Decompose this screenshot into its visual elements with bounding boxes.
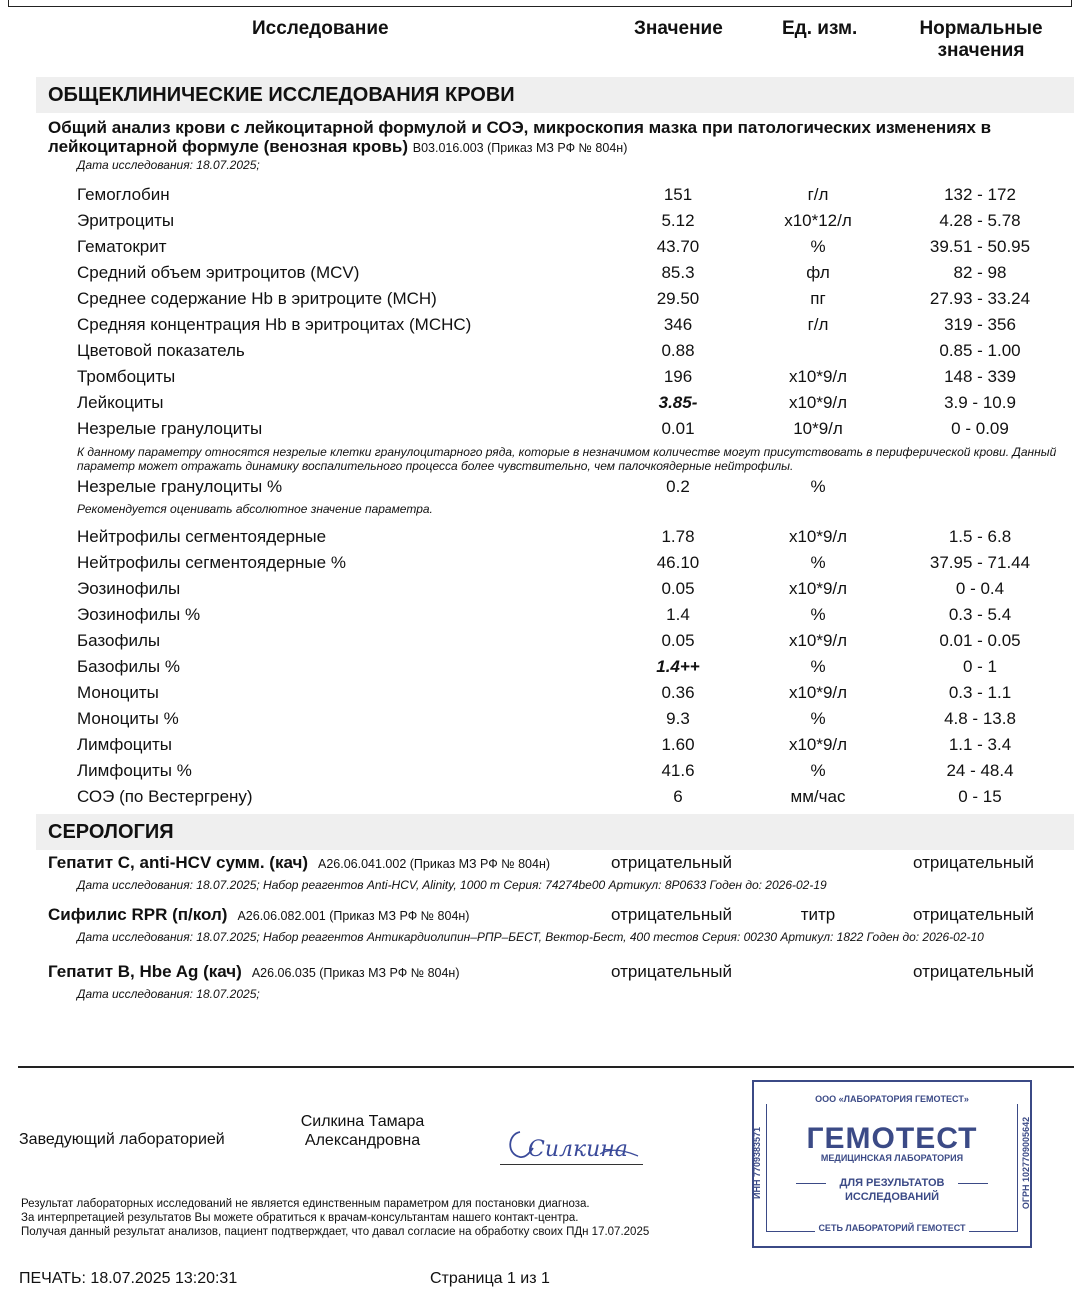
row-name: Эритроциты <box>77 211 175 230</box>
disclaimer-line-1: Результат лабораторных исследований не является единственным параметром для постановки диагноза. <box>21 1198 590 1210</box>
row-name: Эозинофилы <box>77 579 181 598</box>
table-row <box>0 263 1080 289</box>
row-unit: 10*9/л <box>793 419 843 438</box>
row-unit: x10*9/л <box>788 367 848 386</box>
lab-stamp <box>752 1080 1032 1248</box>
row-value: 1.60 <box>661 735 695 754</box>
table-row <box>0 289 1080 315</box>
note-immature-granulocytes: К данному параметру относятся незрелые клетки гранулоцитарного ряда, которые в незначимом количестве могут присутствовать в периферической крови. Данный параметр может отражать динамику воспалительного процесса более чувствительно, чем палочкоядерные нейтрофилы. <box>77 445 1057 473</box>
table-row <box>0 477 1080 503</box>
row-ref: 0.85 - 1.00 <box>939 341 1021 360</box>
row-value: 46.10 <box>656 553 700 572</box>
row-name: Лимфоциты % <box>77 761 192 780</box>
serology-test-code: A26.06.082.001 (Приказ МЗ РФ № 804н) <box>237 909 470 923</box>
row-ref: 0.3 - 5.4 <box>948 605 1012 624</box>
column-header-value: Значение <box>634 18 723 39</box>
row-value: 0.36 <box>661 683 695 702</box>
serology-test-code: A26.06.041.002 (Приказ МЗ РФ № 804н) <box>318 857 551 871</box>
serology-test-title <box>48 962 460 982</box>
row-value: 43.70 <box>656 237 700 256</box>
row-ref: 4.28 - 5.78 <box>939 211 1021 230</box>
table-row <box>0 657 1080 683</box>
serology-test-name: Сифилис RPR (п/кол) <box>48 905 228 924</box>
table-row <box>0 787 1080 813</box>
row-value: 1.4 <box>666 605 690 624</box>
row-value: 346 <box>663 315 693 334</box>
row-unit: фл <box>806 263 830 282</box>
signature-image <box>500 1112 645 1167</box>
row-unit: % <box>810 477 826 496</box>
row-unit: % <box>810 761 826 780</box>
serology-ref: отрицательный <box>913 853 1035 872</box>
row-ref: 0 - 0.09 <box>951 419 1009 438</box>
row-name: Среднее содержание Hb в эритроците (MCH) <box>77 289 437 308</box>
row-name: Моноциты % <box>77 709 179 728</box>
column-header-ref-line2: значения <box>937 40 1025 61</box>
stamp-inner-frame <box>766 1094 1018 1232</box>
row-name: Лейкоциты <box>77 393 164 412</box>
page-number: Страница 1 из 1 <box>430 1270 550 1287</box>
column-header-unit: Ед. изм. <box>782 18 858 39</box>
row-value: 0.88 <box>661 341 695 360</box>
row-name: Незрелые гранулоциты % <box>77 477 283 496</box>
print-timestamp: ПЕЧАТЬ: 18.07.2025 13:20:31 <box>19 1270 238 1287</box>
section-bar-serology <box>36 814 1074 850</box>
row-ref: 27.93 - 33.24 <box>929 289 1031 308</box>
row-unit: пг <box>810 289 826 308</box>
table-row <box>0 553 1080 579</box>
disclaimer-line-2: За интерпретацией результатов Вы можете обратиться к врачам-консультантам нашего контакт-центра. <box>21 1212 579 1224</box>
row-value: 0.05 <box>661 579 695 598</box>
stamp-inn: ИНН 7709383571 <box>752 1126 763 1200</box>
row-ref: 1.5 - 6.8 <box>948 527 1012 546</box>
signature-line <box>500 1164 643 1165</box>
serology-ref: отрицательный <box>913 962 1035 981</box>
serology-detail: Дата исследования: 18.07.2025; Набор реагентов Anti-HCV, Alinity, 1000 т Серия: 74274be00 Артикул: 8P0633 Годен до: 2026-02-19 <box>77 878 827 892</box>
serology-value: отрицательный <box>611 962 733 981</box>
serology-test-name: Гепатит B, Hbe Ag (кач) <box>48 962 242 981</box>
row-unit: % <box>810 553 826 572</box>
test-title-cbc <box>48 118 1078 158</box>
row-name: Моноциты <box>77 683 159 702</box>
row-name: Базофилы <box>77 631 161 650</box>
row-name: Базофилы % <box>77 657 180 676</box>
row-ref: 39.51 - 50.95 <box>929 237 1031 256</box>
table-row <box>0 579 1080 605</box>
row-name: Эозинофилы % <box>77 605 201 624</box>
row-value: 6 <box>673 787 683 806</box>
row-name: Незрелые гранулоциты <box>77 419 263 438</box>
serology-unit: титр <box>800 905 836 924</box>
row-value: 151 <box>663 185 693 204</box>
note-absolute-value: Рекомендуется оценивать абсолютное значение параметра. <box>77 502 433 516</box>
row-unit: x10*9/л <box>788 527 848 546</box>
row-value: 9.3 <box>666 709 690 728</box>
row-ref: 132 - 172 <box>944 185 1016 204</box>
row-unit: x10*9/л <box>788 579 848 598</box>
row-ref: 0.01 - 0.05 <box>939 631 1021 650</box>
stamp-brand: ГЕМОТЕСТ <box>806 1122 978 1155</box>
row-name: Средняя концентрация Hb в эритроцитах (MCHC) <box>77 315 472 334</box>
row-value: 3.85- <box>658 393 698 412</box>
table-row <box>0 341 1080 367</box>
serology-ref: отрицательный <box>913 905 1035 924</box>
row-ref: 4.8 - 13.8 <box>944 709 1016 728</box>
row-unit: г/л <box>807 185 829 204</box>
row-unit: x10*9/л <box>788 683 848 702</box>
table-row <box>0 367 1080 393</box>
table-row <box>0 185 1080 211</box>
row-ref: 0.3 - 1.1 <box>948 683 1012 702</box>
row-ref: 3.9 - 10.9 <box>944 393 1016 412</box>
disclaimer-line-3: Получая данный результат анализов, пациент подтверждает, что давал согласие на обработку своих ПДн 17.07.2025 <box>21 1226 650 1238</box>
table-row <box>0 211 1080 237</box>
row-value: 85.3 <box>661 263 695 282</box>
table-row <box>0 527 1080 553</box>
row-value: 0.01 <box>661 419 695 438</box>
serology-value: отрицательный <box>611 905 733 924</box>
serology-test-title <box>48 853 550 873</box>
row-unit: мм/час <box>790 787 846 806</box>
row-name: Гематокрит <box>77 237 167 256</box>
table-row <box>0 315 1080 341</box>
row-unit: г/л <box>807 315 829 334</box>
table-row <box>0 683 1080 709</box>
row-value: 5.12 <box>661 211 695 230</box>
test-date: Дата исследования: 18.07.2025; <box>77 158 260 172</box>
table-row <box>0 709 1080 735</box>
column-header-ref-line1: Нормальные <box>919 18 1043 39</box>
column-header-test: Исследование <box>252 18 389 39</box>
row-unit: x10*9/л <box>788 393 848 412</box>
table-row <box>0 761 1080 787</box>
section-title-serology: СЕРОЛОГИЯ <box>48 821 174 843</box>
serology-detail: Дата исследования: 18.07.2025; <box>77 987 260 1001</box>
table-row <box>0 605 1080 631</box>
row-ref: 0 - 1 <box>962 657 998 676</box>
footer-divider <box>18 1066 1074 1068</box>
row-name: Средний объем эритроцитов (MCV) <box>77 263 360 282</box>
row-unit: x10*9/л <box>788 735 848 754</box>
serology-detail: Дата исследования: 18.07.2025; Набор реагентов Антикардиолипин–РПР–БЕСТ, Вектор-Бест, 400 тестов Серия: 00230 Артикул: 1822 Годен до: 2026-02-10 <box>77 930 984 944</box>
signature-text: Силкина <box>528 1137 628 1162</box>
table-row <box>0 237 1080 263</box>
row-value: 41.6 <box>661 761 695 780</box>
row-ref: 24 - 48.4 <box>946 761 1014 780</box>
row-ref: 319 - 356 <box>944 315 1016 334</box>
row-ref: 1.1 - 3.4 <box>948 735 1012 754</box>
row-unit: x10*9/л <box>788 631 848 650</box>
head-of-lab-label: Заведующий лабораторией <box>19 1131 225 1148</box>
test-code: B03.016.003 (Приказ МЗ РФ № 804н) <box>412 141 628 155</box>
row-name: Лимфоциты <box>77 735 173 754</box>
table-row <box>0 735 1080 761</box>
serology-value: отрицательный <box>611 853 733 872</box>
row-unit: % <box>810 237 826 256</box>
serology-test-name: Гепатит C, anti-HCV сумм. (кач) <box>48 853 309 872</box>
row-value: 0.05 <box>661 631 695 650</box>
row-name: Гемоглобин <box>77 185 170 204</box>
row-unit: % <box>810 709 826 728</box>
row-ref: 0 - 15 <box>958 787 1002 806</box>
row-ref: 0 - 0.4 <box>955 579 1005 598</box>
row-value: 29.50 <box>656 289 700 308</box>
serology-test-title <box>48 905 469 925</box>
row-unit: % <box>810 605 826 624</box>
table-row <box>0 631 1080 657</box>
section-title-blood: ОБЩЕКЛИНИЧЕСКИЕ ИССЛЕДОВАНИЯ КРОВИ <box>48 84 515 106</box>
row-name: Нейтрофилы сегментоядерные <box>77 527 327 546</box>
stamp-ogrn: ОГРН 1027709005642 <box>1021 1116 1032 1210</box>
row-ref: 37.95 - 71.44 <box>929 553 1031 572</box>
row-ref: 82 - 98 <box>953 263 1007 282</box>
row-value: 1.78 <box>661 527 695 546</box>
stamp-bottom-text: СЕТЬ ЛАБОРАТОРИЙ ГЕМОТЕСТ <box>754 1223 1030 1233</box>
stamp-purpose-1: ДЛЯ РЕЗУЛЬТАТОВ <box>839 1177 945 1189</box>
stamp-top-text: ООО «ЛАБОРАТОРИЯ ГЕМОТЕСТ» <box>754 1094 1030 1104</box>
top-frame-line <box>8 0 1072 7</box>
row-name: Нейтрофилы сегментоядерные % <box>77 553 346 572</box>
table-row <box>0 393 1080 419</box>
row-unit: % <box>810 657 826 676</box>
row-value: 1.4++ <box>656 657 700 676</box>
table-row <box>0 419 1080 445</box>
serology-test-code: A26.06.035 (Приказ МЗ РФ № 804н) <box>251 966 460 980</box>
row-value: 196 <box>663 367 693 386</box>
stamp-purpose-2: ИССЛЕДОВАНИЙ <box>844 1191 940 1203</box>
row-name: Цветовой показатель <box>77 341 245 360</box>
row-unit: x10*12/л <box>784 211 852 230</box>
test-title-text: Общий анализ крови с лейкоцитарной формулой и СОЭ, микроскопия мазка при патологических изменениях в лейкоцитарной формуле (венозная кровь) <box>48 118 992 156</box>
head-name-line1: Силкина Тамара <box>300 1113 425 1130</box>
row-name: СОЭ (по Вестергрену) <box>77 787 253 806</box>
head-name-line2: Александровна <box>304 1132 421 1149</box>
stamp-brand-sub: МЕДИЦИНСКАЯ ЛАБОРАТОРИЯ <box>820 1153 964 1163</box>
row-name: Тромбоциты <box>77 367 176 386</box>
row-value: 0.2 <box>666 477 690 496</box>
row-ref: 148 - 339 <box>944 367 1016 386</box>
